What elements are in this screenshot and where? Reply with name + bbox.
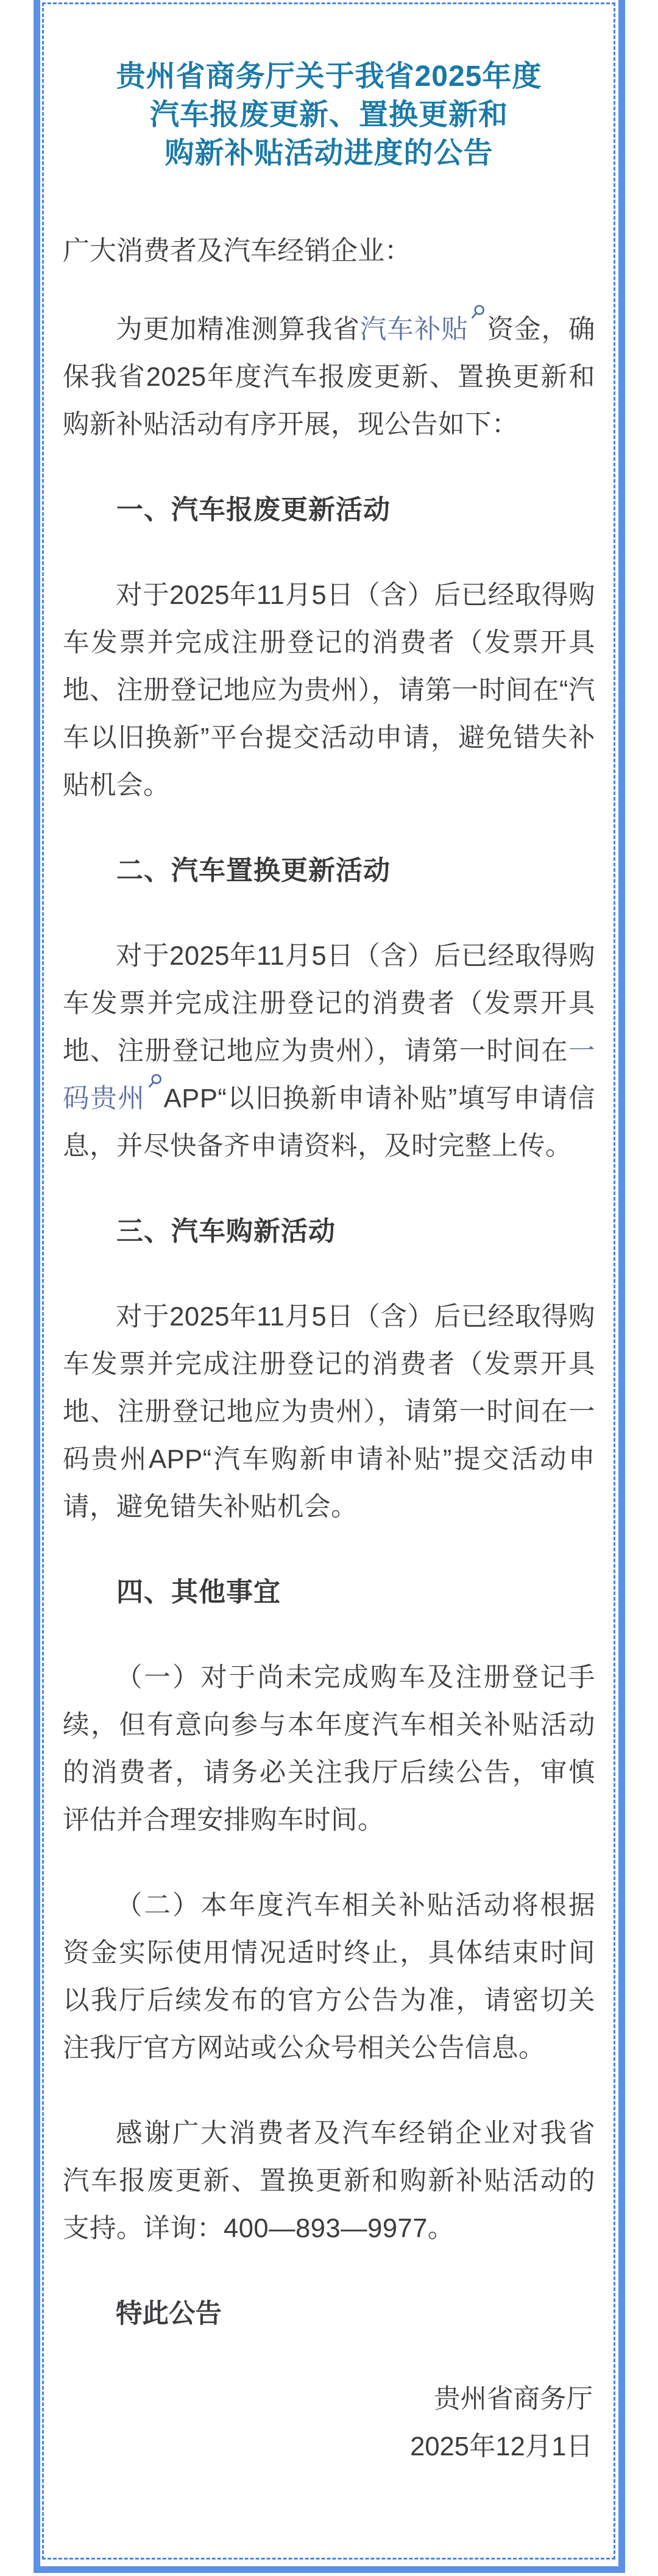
intro-text-post: 资金，确保我省2025年度汽车报废更新、置换更新和购新补贴活动有序开展，现公告如下： [63, 315, 596, 439]
title-line-1: 贵州省商务厅关于我省2025年度 [116, 60, 542, 93]
title-line-2: 汽车报废更新、置换更新和 [149, 99, 508, 131]
section-1-heading: 一、汽车报废更新活动 [116, 495, 391, 525]
signature-date: 2025年12月1日 [410, 2432, 593, 2461]
section-1-paragraph: 对于2025年11月5日（含）后已经取得购车发票并完成注册登记的消费者（发票开具地、注册登记地应为贵州），请第一时间在“汽车以旧换新”平台提交活动申请，避免错失补贴机会。 [63, 581, 595, 800]
intro-paragraph [63, 306, 595, 449]
salutation: 广大消费者及汽车经销企业： [63, 236, 411, 266]
section-4-paragraph-1: （一）对于尚未完成购车及注册登记手续，但有意向参与本年度汽车相关补贴活动的消费者，请务必关注我厅后续公告，审慎评估并合理安排购车时间。 [63, 1663, 595, 1835]
frame-right-bar [618, 0, 625, 2573]
section-3-heading: 三、汽车购新活动 [116, 1216, 336, 1246]
title-line-3: 购新补贴活动进度的公告 [164, 137, 494, 169]
section-2-text-post: APP“以旧换新申请补贴”填写申请信息，并尽快备齐申请资料，及时完整上传。 [63, 1084, 596, 1161]
signature-org: 贵州省商务厅 [434, 2385, 593, 2414]
frame-left-bar [34, 0, 40, 2573]
search-icon[interactable] [469, 332, 487, 338]
yimaguizhou-app-link[interactable]: 一码贵州 [63, 1037, 595, 1113]
frame-bottom-bar [34, 2566, 625, 2573]
announcement-content [63, 0, 595, 2471]
car-subsidy-link[interactable]: 汽车补贴 [359, 315, 469, 344]
closing-statement: 特此公告 [116, 2299, 222, 2329]
thanks-paragraph: 感谢广大消费者及汽车经销企业对我省汽车报废更新、置换更新和购新补贴活动的支持。详询：400—893—9977。 [63, 2119, 595, 2243]
section-4-heading: 四、其他事宜 [116, 1577, 281, 1607]
intro-text-pre: 为更加精准测算我省 [116, 315, 360, 344]
signature-block [63, 2376, 595, 2471]
search-icon[interactable] [146, 1101, 164, 1107]
announcement-title [63, 57, 595, 172]
section-4-paragraph-2: （二）本年度汽车相关补贴活动将根据资金实际使用情况适时终止，具体结束时间以我厅后续发布的官方公告为准，请密切关注我厅官方网站或公众号相关公告信息。 [63, 1891, 595, 2063]
section-2-paragraph [63, 932, 595, 1170]
section-3-paragraph: 对于2025年11月5日（含）后已经取得购车发票并完成注册登记的消费者（发票开具地、注册登记地应为贵州），请第一时间在一码贵州APP“汽车购新申请补贴”提交活动申请，避免错失补贴机会。 [63, 1302, 595, 1522]
section-2-heading: 二、汽车置换更新活动 [116, 856, 391, 885]
section-2-text-pre: 对于2025年11月5日（含）后已经取得购车发票并完成注册登记的消费者（发票开具地、注册登记地应为贵州），请第一时间在 [63, 942, 595, 1066]
